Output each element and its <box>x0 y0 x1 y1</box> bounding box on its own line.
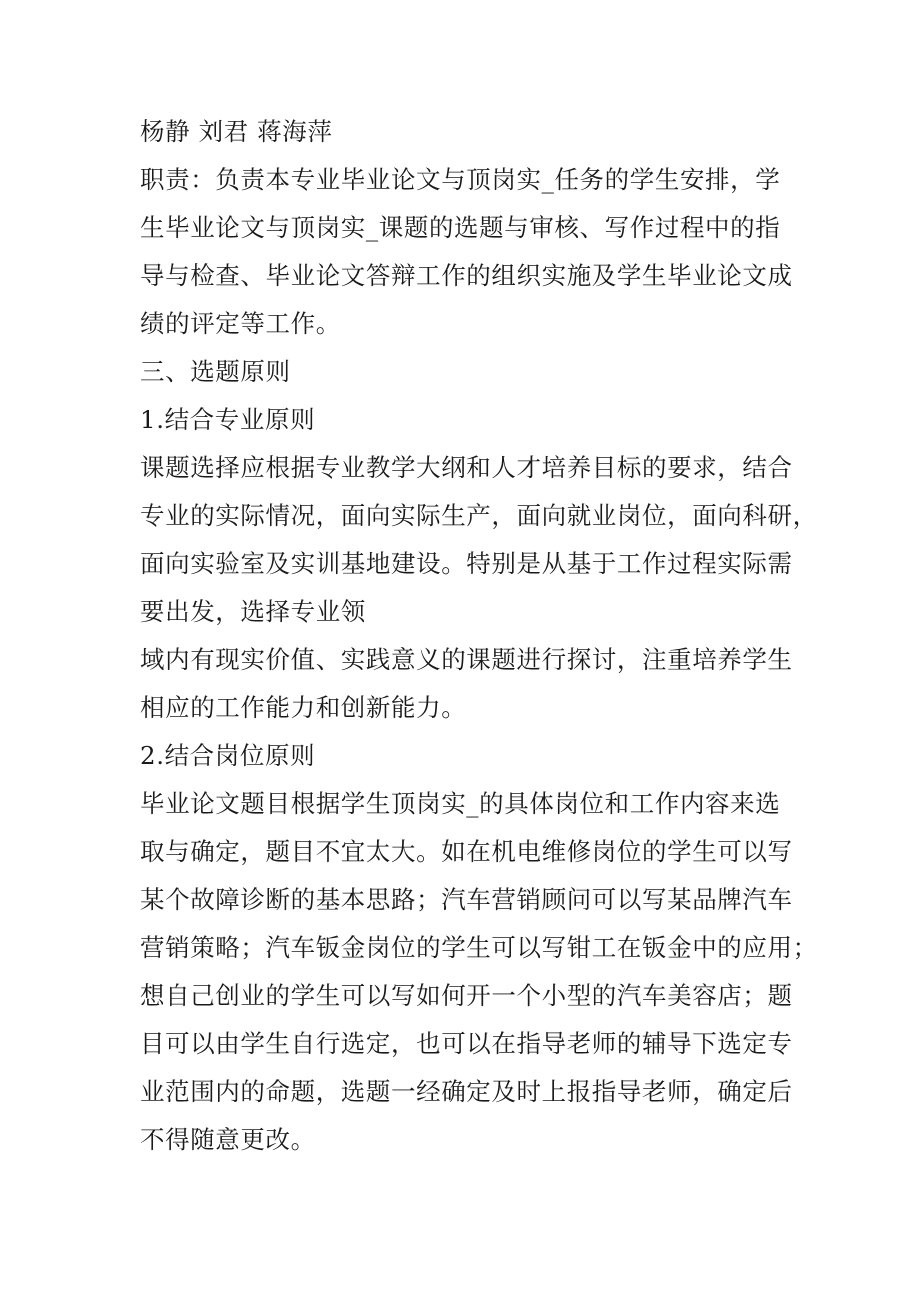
text-line: 业范围内的命题，选题一经确定及时上报指导老师，确定后 <box>140 1077 793 1106</box>
text-line: 营销策略；汽车钣金岗位的学生可以写钳工在钣金中的应用； <box>140 933 818 962</box>
text-line: 不得随意更改。 <box>140 1125 316 1154</box>
text-line: 域内有现实价值、实践意义的课题进行探讨，注重培养学生 <box>140 645 793 674</box>
text-line: 面向实验室及实训基地建设。特别是从基于工作过程实际需 <box>140 549 793 578</box>
text-line: 生毕业论文与顶岗实_课题的选题与审核、写作过程中的指 <box>140 213 781 242</box>
text-line: 专业的实际情况，面向实际生产，面向就业岗位，面向科研， <box>140 501 818 530</box>
text-line: 取与确定，题目不宜太大。如在机电维修岗位的学生可以写 <box>140 837 793 866</box>
text-line: 毕业论文题目根据学生顶岗实_的具体岗位和工作内容来选 <box>140 789 781 818</box>
staff-names: 杨静 刘君 蒋海萍 <box>140 117 333 146</box>
text-line: 相应的工作能力和创新能力。 <box>140 693 467 722</box>
section-heading: 三、选题原则 <box>140 357 291 386</box>
subsection-heading: 1.结合专业原则 <box>140 405 316 434</box>
text-line: 课题选择应根据专业教学大纲和人才培养目标的要求，结合 <box>140 453 793 482</box>
text-line: 绩的评定等工作。 <box>140 309 341 338</box>
text-line: 职责：负责本专业毕业论文与顶岗实_任务的学生安排，学 <box>140 165 781 194</box>
subsection-heading: 2.结合岗位原则 <box>140 741 316 770</box>
text-line: 导与检查、毕业论文答辩工作的组织实施及学生毕业论文成 <box>140 261 793 290</box>
text-line: 目可以由学生自行选定，也可以在指导老师的辅导下选定专 <box>140 1029 793 1058</box>
text-line: 要出发，选择专业领 <box>140 597 366 626</box>
text-line: 某个故障诊断的基本思路；汽车营销顾问可以写某品牌汽车 <box>140 885 793 914</box>
document-body <box>140 108 818 1164</box>
text-line: 想自己创业的学生可以写如何开一个小型的汽车美容店；题 <box>140 981 793 1010</box>
